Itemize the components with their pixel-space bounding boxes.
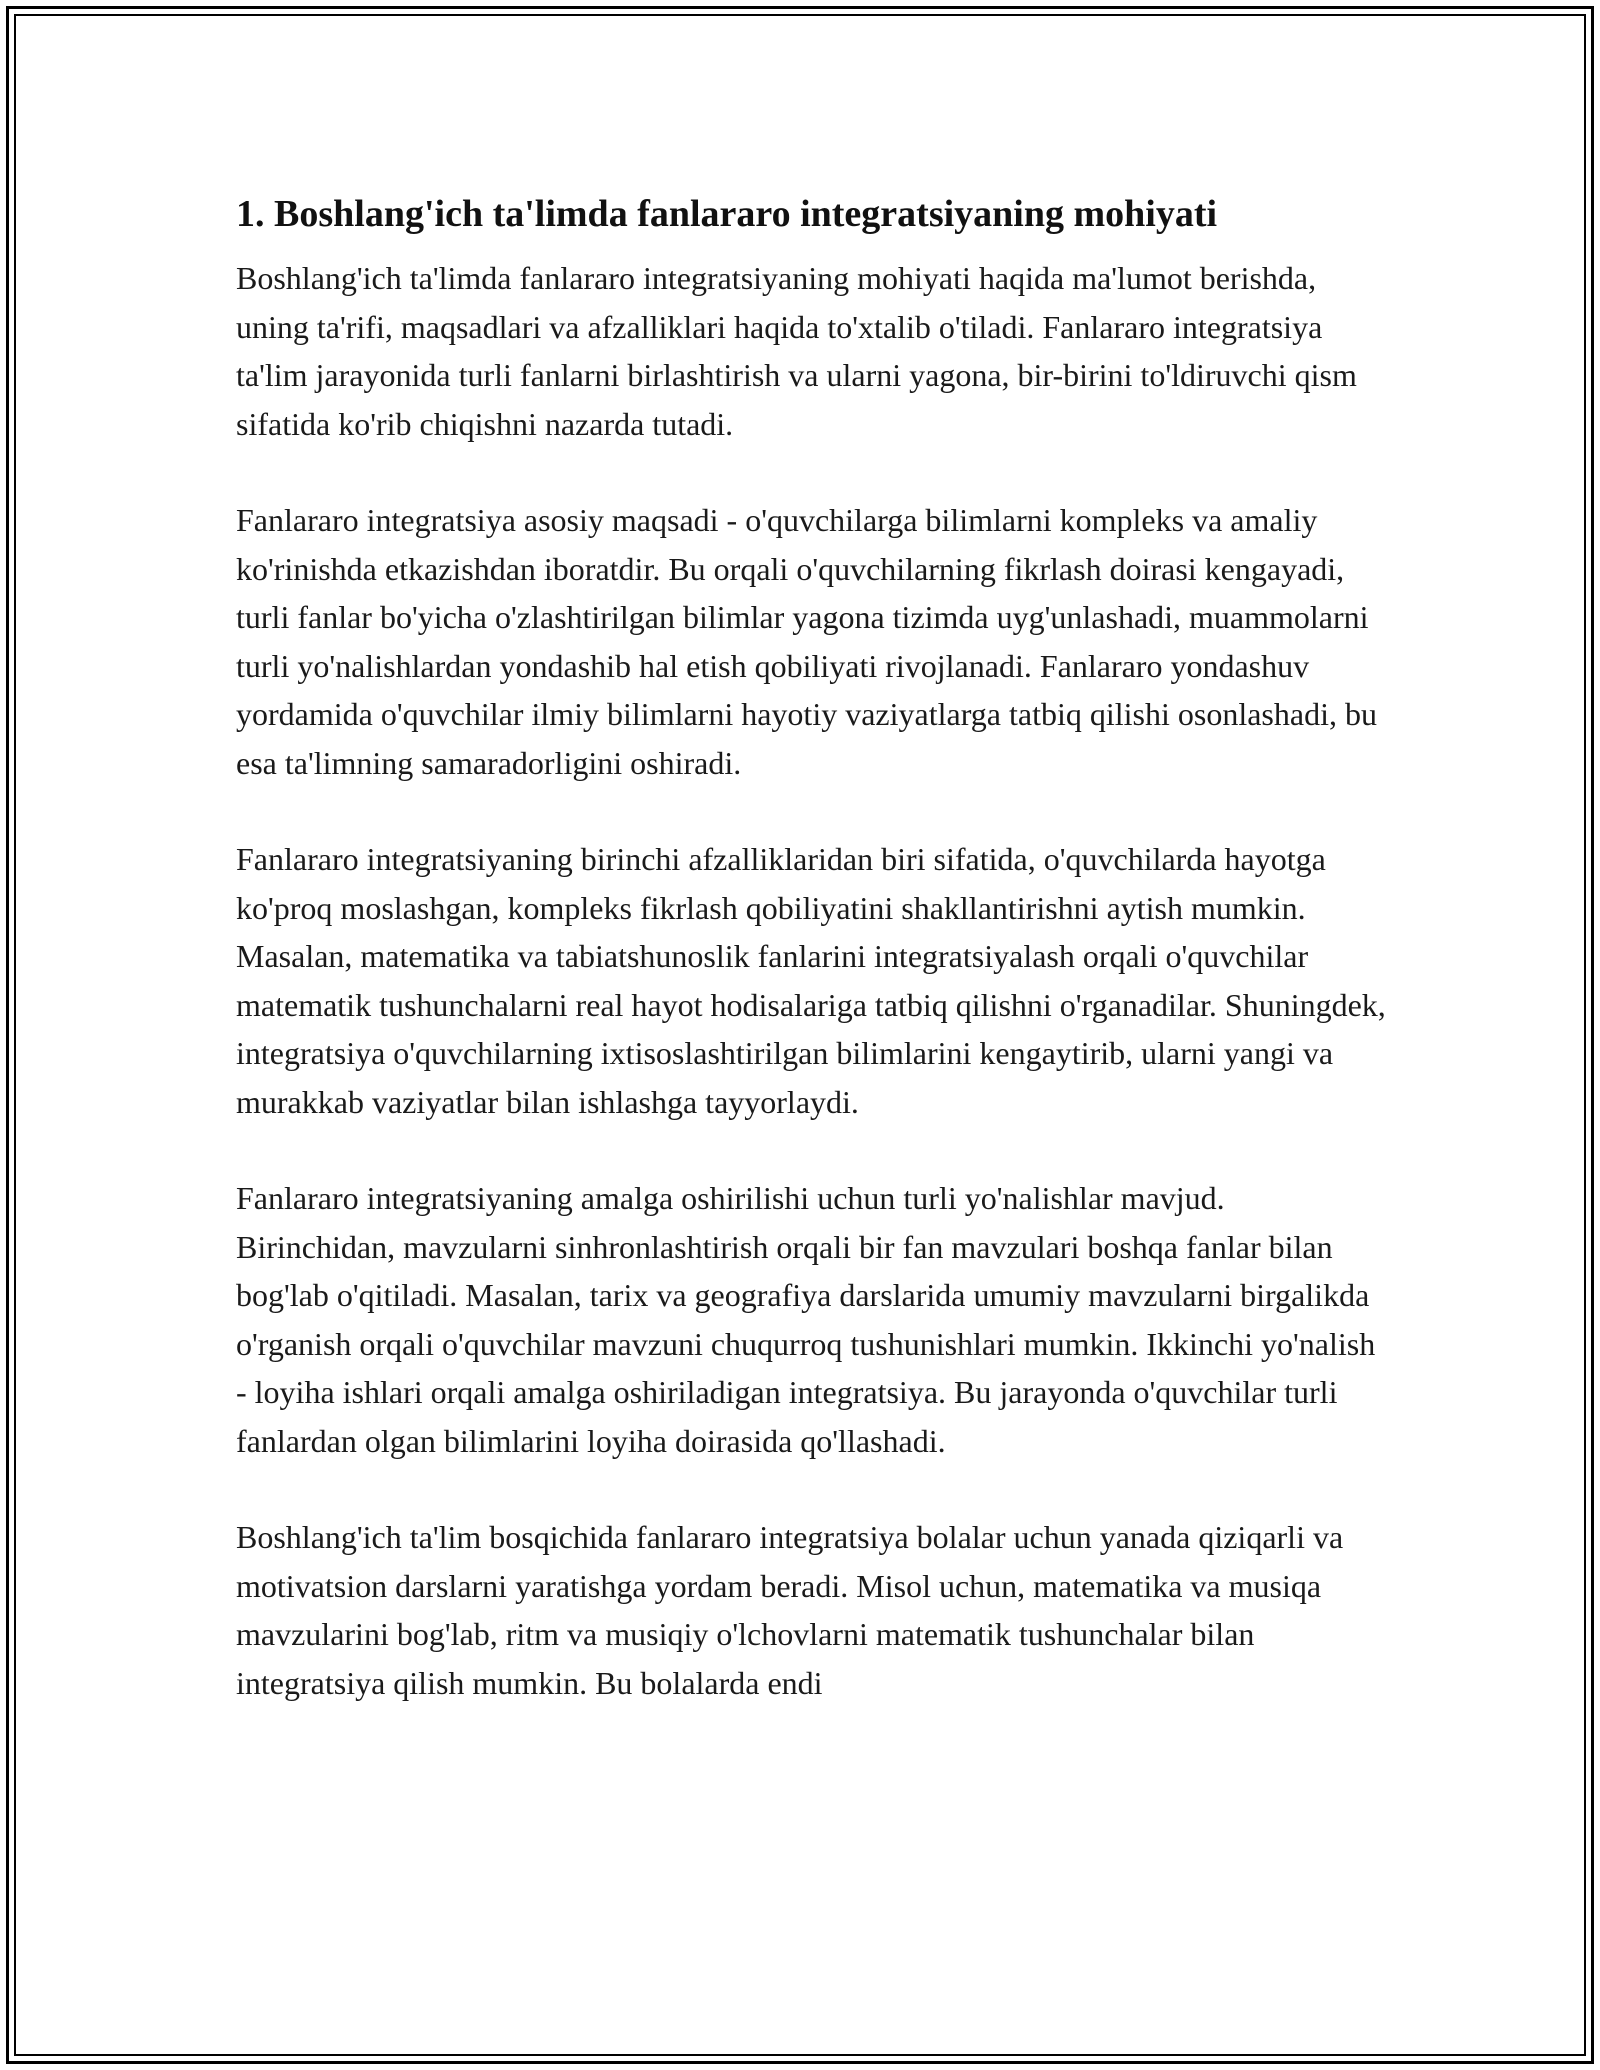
- paragraph-4: Fanlararo integratsiyaning amalga oshirilishi uchun turli yo'nalishlar mavjud. Birinchidan, mavzularni sinhronlashtirish orqali bir fan mavzulari boshqa fanlar bilan bog'lab o'qitiladi. Masalan, tarix va geografiya darslarida umumiy mavzularni birgalikda o'rganish orqali o'quvchilar mavzuni chuqurroq tushunishlari mumkin. Ikkinchi yo'nalish - loyiha ishlari orqali amalga oshiriladigan integratsiya. Bu jarayonda o'quvchilar turli fanlardan olgan bilimlarini loyiha doirasida qo'llashadi.: [236, 1180, 1376, 1459]
- document-body: [236, 186, 1386, 1707]
- section-heading: 1. Boshlang'ich ta'limda fanlararo integratsiyaning mohiyati: [236, 193, 1218, 235]
- paragraph-3: Fanlararo integratsiyaning birinchi afzalliklaridan biri sifatida, o'quvchilarda hayotga ko'proq moslashgan, kompleks fikrlash qobiliyatini shakllantirishni aytish mumkin. Masalan, matematika va tabiatshunoslik fanlarini integratsiyalash orqali o'quvchilar matematik tushunchalarni real hayot hodisalariga tatbiq qilishni o'rganadilar. Shuningdek, integratsiya o'quvchilarning ixtisoslashtirilgan bilimlarini kengaytirib, ularni yangi va murakkab vaziyatlar bilan ishlashga tayyorlaydi.: [236, 841, 1386, 1120]
- paragraph-1: Boshlang'ich ta'limda fanlararo integratsiyaning mohiyati haqida ma'lumot berishda, uning ta'rifi, maqsadlari va afzalliklari haqida to'xtalib o'tiladi. Fanlararo integratsiya ta'lim jarayonida turli fanlarni birlashtirish va ularni yagona, bir-birini to'ldiruvchi qism sifatida ko'rib chiqishni nazarda tutadi.: [236, 260, 1357, 442]
- paragraph-2: Fanlararo integratsiya asosiy maqsadi - o'quvchilarga bilimlarni kompleks va amaliy ko'rinishda etkazishdan iboratdir. Bu orqali o'quvchilarning fikrlash doirasi kengayadi, turli fanlar bo'yicha o'zlashtirilgan bilimlar yagona tizimda uyg'unlashadi, muammolarni turli yo'nalishlardan yondashib hal etish qobiliyati rivojlanadi. Fanlararo yondashuv yordamida o'quvchilar ilmiy bilimlarni hayotiy vaziyatlarga tatbiq qilishi osonlashadi, bu esa ta'limning samaradorligini oshiradi.: [236, 502, 1377, 781]
- paragraph-5: Boshlang'ich ta'lim bosqichida fanlararo integratsiya bolalar uchun yanada qiziqarli va motivatsion darslarni yaratishga yordam beradi. Misol uchun, matematika va musiqa mavzularini bog'lab, ritm va musiqiy o'lchovlarni matematik tushunchalar bilan integratsiya qilish mumkin. Bu bolalarda endi: [236, 1519, 1344, 1701]
